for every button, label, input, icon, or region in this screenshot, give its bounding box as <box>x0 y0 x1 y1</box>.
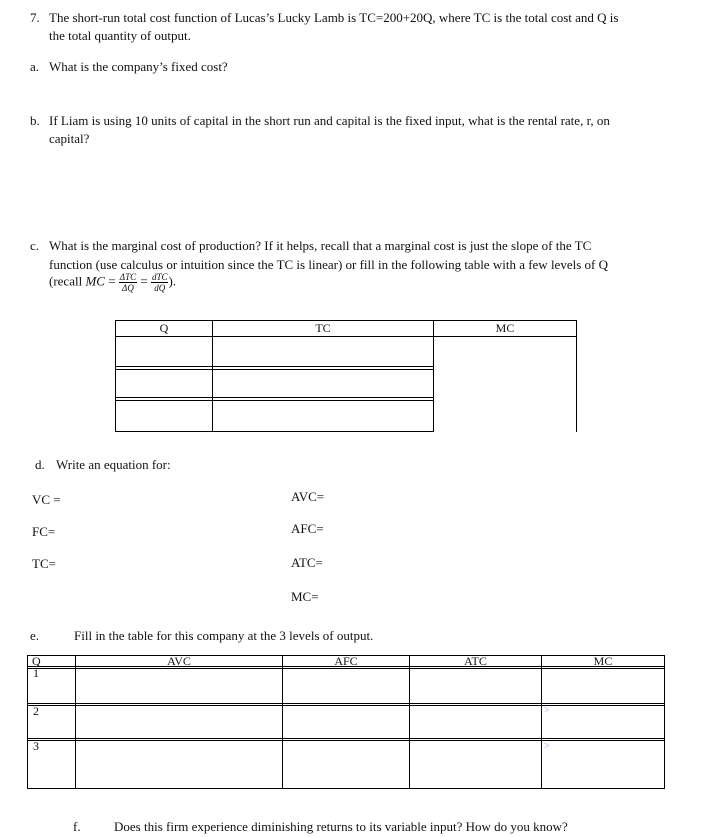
part-d-label: d. <box>35 457 45 472</box>
part-c-label: c. <box>30 238 40 253</box>
part-c-line1: What is the marginal cost of production? If it helps, recall that a marginal cost is just the slope of the TC <box>49 238 592 253</box>
part-b-label: b. <box>30 113 40 128</box>
part-b-line1: If Liam is using 10 units of capital in the short run and capital is the fixed input, what is the rental rate, r, on <box>49 113 610 128</box>
arrow-marker-1: > <box>544 705 550 716</box>
part-b-line2: capital? <box>49 131 90 146</box>
part-c-close: ). <box>168 273 177 289</box>
e-table-row-q-2: 2 <box>33 704 39 718</box>
vc-equation: VC = <box>32 492 61 507</box>
part-c-line2: function (use calculus or intuition since the TC is linear) or fill in the following table with a few levels of Q <box>49 257 608 272</box>
mc-table-header-q: Q <box>159 321 169 335</box>
avc-equation: AVC= <box>291 489 325 504</box>
atc-equation: ATC= <box>291 555 323 570</box>
mc-table-header-tc: TC <box>315 321 331 335</box>
derivative-fraction <box>151 272 169 293</box>
question-text-line2: the total quantity of output. <box>49 28 191 43</box>
afc-equation: AFC= <box>291 521 324 536</box>
mc-symbol: MC <box>85 273 105 289</box>
mc-table-header-mc: MC <box>495 321 515 335</box>
e-table-header-atc: ATC <box>464 654 487 668</box>
part-e-label: e. <box>30 628 40 643</box>
question-number: 7. <box>30 10 40 25</box>
arrow-marker-2: > <box>544 741 550 752</box>
e-table-row-q-3: 3 <box>33 739 39 753</box>
derivative-fraction-numerator: dTC <box>151 272 168 282</box>
delta-fraction-denominator: ΔQ <box>122 283 134 293</box>
e-table-row-q-1: 1 <box>33 666 39 680</box>
part-a-label: a. <box>30 59 40 74</box>
delta-fraction-numerator: ΔTC <box>119 272 137 282</box>
equals-sign: = <box>108 273 116 289</box>
question-text-line1: The short-run total cost function of Lucas’s Lucky Lamb is TC=200+20Q, where TC is the total cost and Q is <box>49 10 619 25</box>
part-c-line3 <box>49 272 176 293</box>
part-c-recall: (recall <box>49 273 83 289</box>
e-table-header-q: Q <box>32 654 41 668</box>
equals-sign-2: = <box>140 273 148 289</box>
fc-equation: FC= <box>32 524 56 539</box>
part-a-text: What is the company’s fixed cost? <box>49 59 228 74</box>
tc-equation: TC= <box>32 556 56 571</box>
mc-equation: MC= <box>291 589 319 604</box>
part-e-text: Fill in the table for this company at the 3 levels of output. <box>74 628 374 643</box>
part-f-text: Does this firm experience diminishing returns to its variable input? How do you know? <box>114 819 568 834</box>
e-table-header-mc: MC <box>593 654 613 668</box>
derivative-fraction-denominator: dQ <box>154 283 166 293</box>
part-f-label: f. <box>73 819 81 834</box>
part-d-text: Write an equation for: <box>56 457 171 472</box>
e-table-header-afc: AFC <box>334 654 358 668</box>
e-table-header-avc: AVC <box>167 654 191 668</box>
delta-fraction <box>119 272 137 293</box>
